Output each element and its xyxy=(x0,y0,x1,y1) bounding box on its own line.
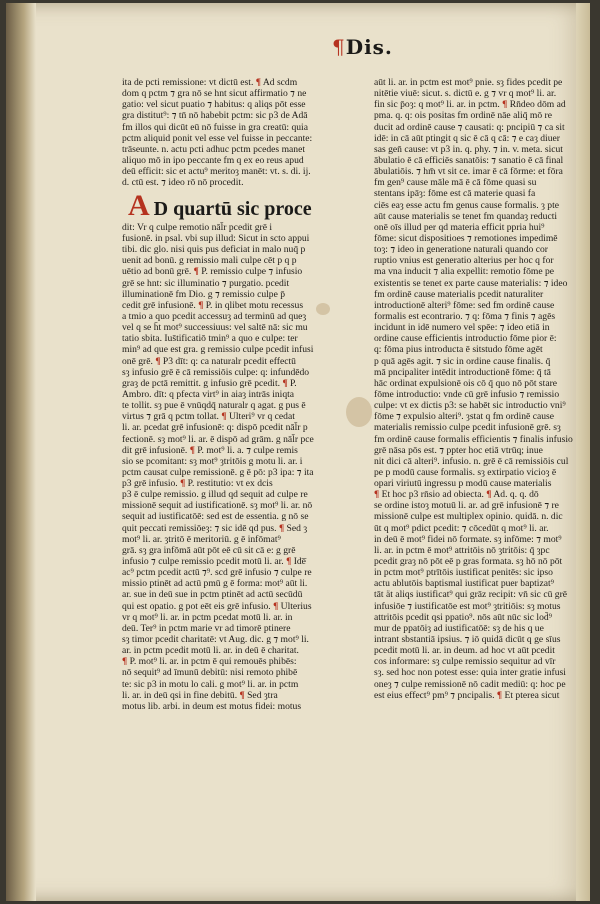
text-line: incidunt in idē numero vel spēe: ⁊ ideo etiā in xyxy=(374,322,550,334)
text-line: missionē culpe est multiplex opinio. quidā. n. dic xyxy=(374,511,563,523)
text-line: pma. q. q: ois positas fm ordinē nāe aliq̄ mō re xyxy=(374,110,552,122)
text-line: motus lib. arbi. in deum est motus fidei: motus xyxy=(122,700,302,712)
text-line: gra distitut⁹: ⁊ tn̄ nō habebit pctm: sic p3 de Adā xyxy=(122,110,308,122)
text-line: ābulatio ē cā efficiēs sanatōis: ⁊ sanatio ē cā final xyxy=(374,154,564,166)
running-header xyxy=(332,35,393,59)
text-line: fōme: sicut dispositioes ⁊ remotiones impedimē xyxy=(374,232,558,244)
left-text-column xyxy=(122,77,350,712)
text-line: min⁹ ad que est gra. g remissio culpe pcedit infusi xyxy=(122,344,314,356)
text-line: onē grē. ¶ P3 dīt: q: ca naturalr pcedit effectū xyxy=(122,355,296,367)
text-line: grē nāsa pōs est. ⁊ ppter hoc etiā vtrūq; inue xyxy=(374,444,543,456)
text-line: tibi. dic glo. nisi quis pus deficiat in malo nuq̄ p xyxy=(122,244,306,256)
text-line: mur de ppatōiȝ ad iustificatōē: sȝ de his q ue xyxy=(374,622,544,634)
text-line: materialis remissio culpe pcedit infusionē grē. sȝ xyxy=(374,422,561,434)
book-page xyxy=(6,3,590,901)
text-line: infusiōe ⁊ iustificatōe est mot⁹ ȝtritiōis: sȝ motus xyxy=(374,600,561,612)
text-line: virtus ⁊ grā q pctm tollat. ¶ Ulteri⁹ vr q cedat xyxy=(122,411,295,423)
text-line: introductionē alteri⁹ fōme: sed fm ordinē cause xyxy=(374,299,555,311)
text-line: fusionē. in psal. vbi sup illud: Sicut in scto appui xyxy=(122,232,310,244)
text-line: li. ar. in pctm ē mot⁹ attritōis nō ȝtritōis: q̄ ȝpc xyxy=(374,544,550,556)
text-line: missio ptinēt ad actū pmū g ē forma: mot⁹ aūt li. xyxy=(122,578,308,590)
text-line: fm ordinē cause formalis efficientis ⁊ finalis infusio xyxy=(374,433,573,445)
text-line: oneȝ ⁊ culpe remissionē nō cadit mediū: q: hoc pe xyxy=(374,678,566,690)
text-line: dom q pctm ⁊ gra nō se hnt sicut affirmatio ⁊ ne xyxy=(122,88,307,100)
text-line: li. ar. pcedat grē infusionē: q: dispō pcedit nāl̄r p xyxy=(122,422,308,434)
text-line: culpe: vt ex dictis p3: se habēt sic introductio vni⁹ xyxy=(374,400,566,412)
text-line: ac⁹ pctm pcedit actū ⁊⁹. scd grē infusio ⁊ culpe re xyxy=(122,567,312,579)
text-line: actu ablutōis baptismal iustificat puer baptizat⁹ xyxy=(374,578,554,590)
text-line: mā pncipaliter intēdit introductionē fōme: q̄ tā xyxy=(374,366,551,378)
text-line: illuminationē fm Dio. g ⁊ remissio culpe p̄ xyxy=(122,288,286,300)
text-line: vel q se h̄t mot⁹ successiuus: vel saltē nā: sic mu xyxy=(122,322,308,334)
text-line: fin sic p̄oȝ: q mot⁹ li. ar. in pctm. ¶ Rn̄deo dōm ad xyxy=(374,99,566,111)
text-line: idē: in cā aūt ptingit q sic ē cā q cā: ⁊ e caȝ diuer xyxy=(374,132,560,144)
text-line: quit peccati remissiōeȝ: ⁊ sic idē qd pus. ¶ Sed ȝ xyxy=(122,522,308,534)
text-line: sȝ timor pcedit charitatē: vt Aug. dic. g ⁊ mot⁹ li. xyxy=(122,634,309,646)
text-line: d. ctū est. ⁊ ideo rō nō procedit. xyxy=(122,177,244,189)
section-heading xyxy=(128,189,312,223)
text-line: pctm causat culpe remissionē. g ē pō: p3 ipa: ⁊ ita xyxy=(122,466,314,478)
text-line: se ordine istoȝ motuū li. ar. ad grē infusionē ⁊ re xyxy=(374,500,559,512)
right-text-column xyxy=(374,77,600,701)
text-line: pcedit graȝ nō pōt eē p gras formata. sȝ hō nō pōt xyxy=(374,556,563,568)
text-line: nō sequit⁹ ad īmunū debitū: nisi remoto phibē xyxy=(122,667,298,679)
text-line: fōme introductio: vnde cū grē infusio ⁊ remissio xyxy=(374,388,560,400)
text-line: aūt cause materialis se tenet fm quandaȝ reducti xyxy=(374,210,558,222)
text-line: a tmio a quo pcedit accessuȝ ad terminū ad queȝ xyxy=(122,310,307,322)
text-line: missionē sequit ad iustificationē. sȝ mot⁹ li. ar. nō xyxy=(122,500,313,512)
text-line: ma vna inducit ⁊ alia expellit: remotio fōme pe xyxy=(374,266,555,278)
text-line: existentis se tenet ex parte cause materialis: ⁊ ideo xyxy=(374,277,568,289)
text-line: dit: Vr q culpe remotio nāl̄r pcedit grē i xyxy=(122,221,273,233)
text-line: in pctm mot⁹ ptrītōis iustificat penitēs: sic ipso xyxy=(374,567,553,579)
heading-text: D quartū sic proce xyxy=(153,198,312,220)
text-line: vr q mot⁹ li. ar. in pctm pcedat motū li. ar. in xyxy=(122,611,293,623)
text-line: ūt q mot⁹ pdict pcedit: ⁊ cōcedūt q mot⁹ li. ar. xyxy=(374,522,549,534)
text-line: sequit ad iustificatōē: sed est de essentia. g nō se xyxy=(122,511,309,523)
text-line: aūt li. ar. in pctm est mot⁹ pnie. sȝ fides pcedit pe xyxy=(374,77,563,88)
text-line: ducit ad ordinē cause ⁊ causati: q: pncipiū ⁊ ca sit xyxy=(374,121,565,133)
text-line: sio se pcomitant: sȝ mot⁹ ȝtritōis g motu li. ar. i xyxy=(122,455,303,467)
text-line: fm ordinē cause materialis pcedit naturaliter xyxy=(374,288,544,300)
text-line: pcedit motū li. ar. in deum. ad hoc vt aūt pcedit xyxy=(374,645,555,657)
text-line: sȝ infusio grē ē cā remissiōis culpe: q: infundēdo xyxy=(122,366,310,378)
paragraph-mark: ¶ xyxy=(332,35,346,59)
text-line: fm gen⁹ cause māle mā ē cā fōme quasi su xyxy=(374,177,537,189)
text-line: trāseunte. n. actu pcti adhuc pctm pcedes manet xyxy=(122,143,306,155)
text-line: onē oīs illud per qd materia efficit ppria hui⁹ xyxy=(374,221,545,233)
text-line: p3 grē infusio. ¶ P. restitutio: vt ex dcis xyxy=(122,478,273,490)
text-line: graȝ de pctā remittit. g infusio grē pcedit. ¶ P. xyxy=(122,377,297,389)
text-line: ar. in pctm pcedit motū li. ar. in deū ē charitat. xyxy=(122,645,299,657)
text-line: ruptio vnius est generatio alterius per hoc q for xyxy=(374,255,554,267)
text-line: cedit grē infusionē. ¶ P. in qlibet motu recessus xyxy=(122,299,304,311)
text-line: dit grē infusionē. ¶ P. mot⁹ li. a. ⁊ culpe remis xyxy=(122,444,298,456)
text-line: sȝ. sed hoc non potest esse: quia inter gratie infusi xyxy=(374,667,566,679)
text-line: p3 ē culpe remissio. g illud qd sequit ad culpe re xyxy=(122,489,308,501)
text-line: cos informare: sȝ culpe remissio sequitur ad vīr xyxy=(374,656,556,668)
text-line: deū. Ter⁹ in pctm marie vr ad timorē ptinere xyxy=(122,622,291,634)
text-line: opari viriutū ingressu p modū cause materialis xyxy=(374,478,552,490)
text-line: sas gen̄ cause: vt p3 in. q. phy. ⁊ in. v. meta. sicut xyxy=(374,143,563,155)
text-line: formalis est econtrario. ⁊ q: fōma ⁊ finis ⁊ agēs xyxy=(374,310,556,322)
page-gutter xyxy=(6,3,36,901)
text-line: ita de pcti remissione: vt dictū est. ¶ Ad scdm xyxy=(122,77,298,88)
text-line: in deū ē mot⁹ fidei nō formate. sȝ infōme: ⁊ mot⁹ xyxy=(374,533,562,545)
text-line: nitētie viuē: sicut. s. dictū e. g ⁊ vr q mot⁹ li. ar. xyxy=(374,88,557,100)
text-line: ordine cause efficientis introductio fōme pior ē: xyxy=(374,333,557,345)
text-line: intrant sbstantiā ipsius. ⁊ iō quidā dicūt q ge sīus xyxy=(374,634,561,646)
text-line: ciēs eaȝ esse actu fm genus cause formalis. ȝ pte xyxy=(374,199,559,211)
text-line: ¶ Et hoc p3 rn̄sio ad obiecta. ¶ Ad. q. q. dō xyxy=(374,489,539,501)
text-line: p quā agēs agit. ⁊ sic in ordine cause finalis. q̄ xyxy=(374,355,551,367)
text-line: q: fōma pius introducta ē sitstudo fōme agēt xyxy=(374,344,543,356)
text-line: attritōis pcedit qsi ppatio⁹. nōs aūt nūc sic lod̄⁹ xyxy=(374,611,553,623)
text-line: li. ar. in deū qsi in fine debitū. ¶ Sed ȝtra xyxy=(122,689,278,701)
text-line: uenit ad bonū. g remissio mali culpe cēt p q p xyxy=(122,255,297,267)
text-line: ābulatiōis. ⁊ hm̄ vt sit ce. imar ē cā fōrme: et fōra xyxy=(374,166,563,178)
text-line: grā. sȝ gra infōmā aūt pōt eē cū sit cā e: g grē xyxy=(122,544,296,556)
text-line: nit dici cā alteri⁹. infusio. n. grē ē cā remissiōis cul xyxy=(374,455,569,467)
text-line: toȝ: ⁊ ideo in generatione naturali quando cor xyxy=(374,244,548,256)
text-line: pctm aliquid ponit vel esse vel fuisse in peccante: xyxy=(122,132,313,144)
text-line: tatio sbita. Ius̄tificatiō tmin⁹ a quo e culpe: ter xyxy=(122,333,298,345)
text-line: stentans ipāȝ: fōme est cā materie quasi fa xyxy=(374,188,536,200)
text-line: ¶ P. mot⁹ li. ar. in pctm ē qui remouēs phibēs: xyxy=(122,656,297,668)
drop-cap: A xyxy=(128,189,150,222)
text-line: mot⁹ li. ar. ȝtritō ē meritoriū. g ē infōmat⁹ xyxy=(122,533,281,545)
text-line: qui est opatio. g pot eēt eis grē infusio. ¶ Ulterius xyxy=(122,600,312,612)
text-line: tāt ät aliqs iustificat⁹ qui grāz recipit: vn̄ sic cū grē xyxy=(374,589,568,601)
text-line: pe p modū cause formalis. sȝ extirpatio vicioȝ ē xyxy=(374,466,557,478)
text-line: fm illos qui dicūt eū nō fuisse in gra creatū: quia xyxy=(122,121,308,133)
text-line: est eius effect⁹ pm⁹ ⁊ pncipalis. ¶ Et pterea sicut xyxy=(374,689,560,701)
text-line: te tollit. sȝ pue ē vnūqdq̄ naturalr q agat. g pus ē xyxy=(122,400,306,412)
header-title: Dis. xyxy=(345,35,393,59)
text-line: fōme ⁊ expulsio alteri⁹. ȝstat q fm ordinē cause xyxy=(374,411,555,423)
text-line: fectionē. sȝ mot⁹ li. ar. ē dispō ad grām. g nāl̄r pce xyxy=(122,433,314,445)
text-line: infusio ⁊ culpe remissio pcedit motū li. ar. ¶ Ide̅ xyxy=(122,556,306,568)
text-line: deū efficit: sic et actu⁹ meritoȝ manēt: vt. s. di. ij. xyxy=(122,166,311,178)
text-line: Ambro. dīt: q pfecta virt⁹ in aiaȝ intrās iniqta xyxy=(122,388,295,400)
text-line: te: sic p3 in motu lo cali. g mot⁹ li. ar. in pctm xyxy=(122,678,299,690)
text-line: ar. sue in deū sue in pctm ptinēt ad actū secūdū xyxy=(122,589,303,601)
text-line: gatio: vel sicut puatio ⁊ habitus: q aliqs pōt esse xyxy=(122,99,306,111)
text-line: hāc ordinat expulsionē ois cō q̄ quo nō pōt stare xyxy=(374,377,558,389)
text-line: aliquo mō in ipo peccante fm q ex eo reus apud xyxy=(122,154,304,166)
text-line: grē se hnt: sic illuminatio ⁊ purgatio. pcedit xyxy=(122,277,290,289)
text-line: uētio ad bonū grē. ¶ P. remissio culpe ⁊ infusio xyxy=(122,266,303,278)
